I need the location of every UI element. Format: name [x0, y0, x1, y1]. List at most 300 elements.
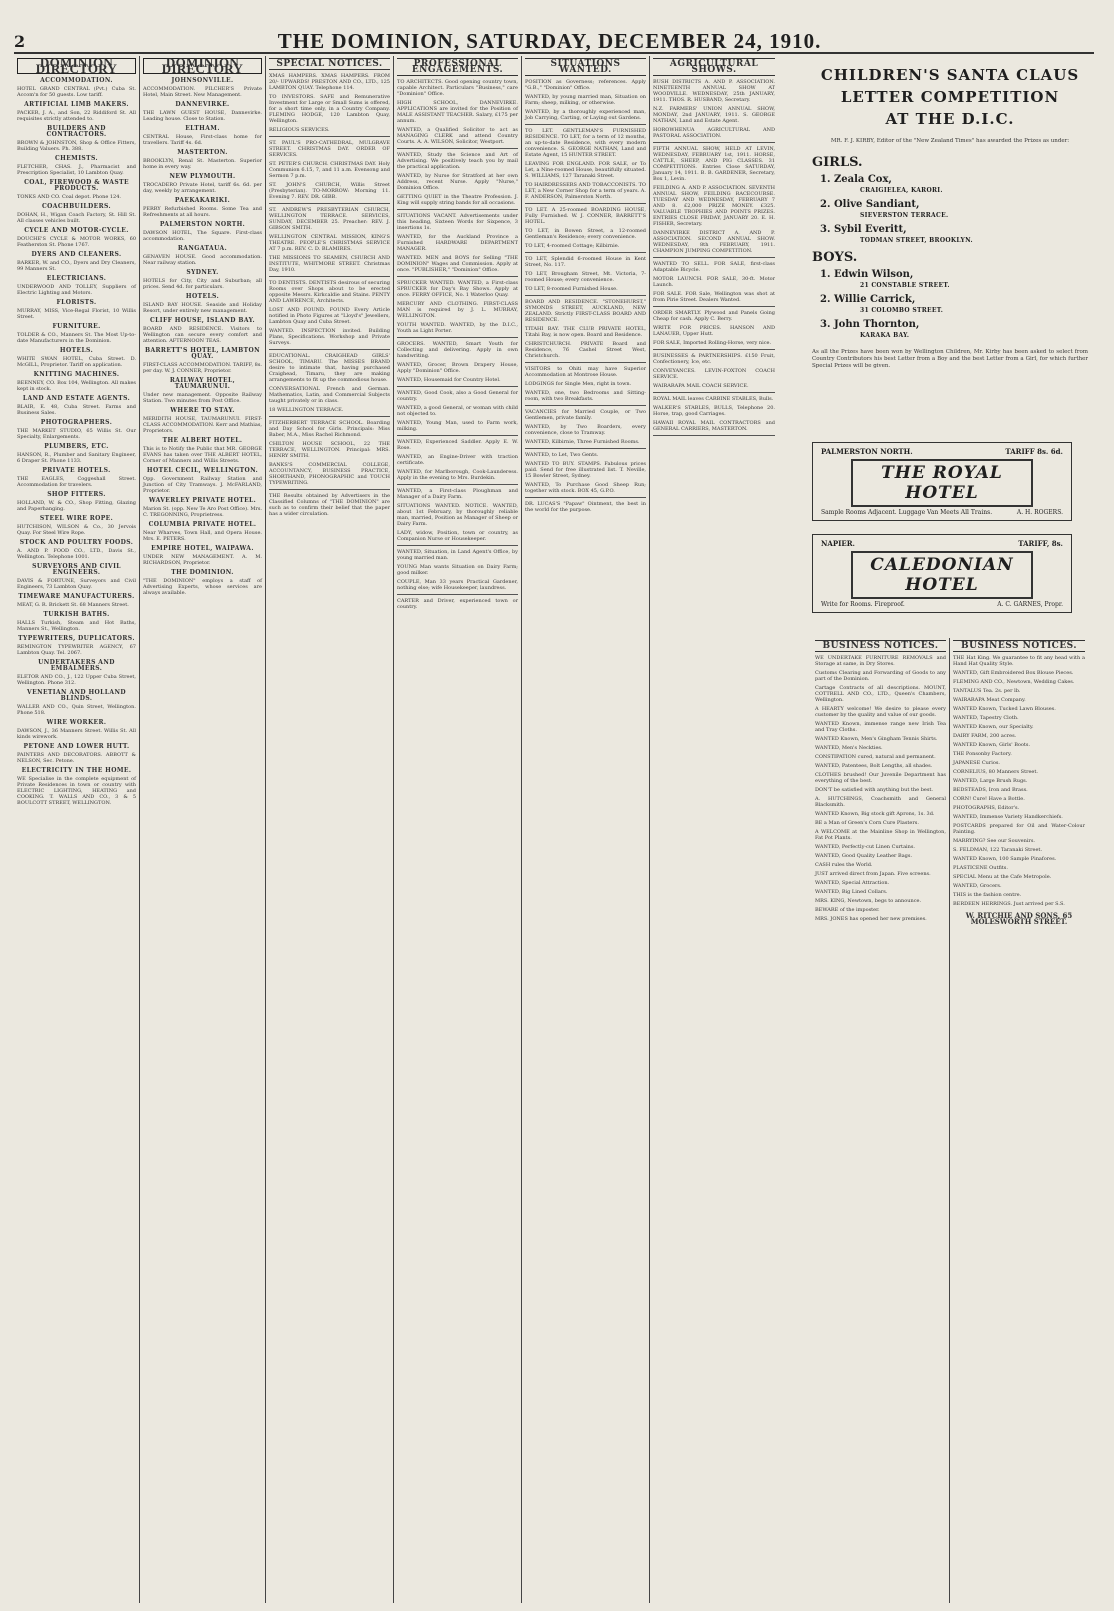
- classified-ad: WANTED, to Let, Two Gents.: [525, 452, 599, 458]
- classified-ad: WAIRARAPA MAIL COACH SERVICE.: [653, 383, 749, 389]
- directory-entry: This is to Notify the Public that MR. GEORGE EVANS has taken over THE ALBERT HOTEL, Corner of Manners and Willis Streets.: [143, 446, 262, 464]
- classified-ad: ST. PETER'S CHURCH. CHRISTMAS DAY. Holy Communion 6.15, 7, and 11 a.m. Evensong and Sermon 7 p.m.: [269, 161, 390, 179]
- directory-entry: DOHAN, H., Wigan Coach Factory, St. Hill St. All classes vehicles built.: [17, 212, 136, 224]
- situations-wanted-column: [522, 56, 650, 1603]
- directory-heading: UNDERTAKERS AND EMBALMERS.: [38, 659, 115, 672]
- hotel-place: NAPIER.: [821, 539, 855, 548]
- girls-winner: [820, 174, 1088, 194]
- classified-ad: ST. JOHN'S CHURCH, Willis Street (Presbyterian). TO-MORROW: Morning 11. Evening 7. REV. DR. GIBB.: [269, 182, 390, 200]
- business-notice: FLEMING AND CO., Newtown, Wedding Cakes.: [953, 679, 1075, 685]
- hotel-name: THE ROYAL HOTEL: [851, 459, 1033, 507]
- classified-ad: ST. ANDREW'S PRESBYTERIAN CHURCH, WELLINGTON TERRACE. SERVICES, SUNDAY, DECEMBER 25. Preacher: REV. J. GIBSON SMITH.: [269, 207, 390, 231]
- business-notices-right: [950, 638, 1088, 1603]
- directory-entry: UNDERWOOD AND TOLLEY, Suppliers of Electric Lighting and Motors.: [17, 284, 136, 296]
- promo-title-3: AT THE D.I.C.: [885, 110, 1015, 128]
- classified-ad: RELIGIOUS SERVICES.: [269, 127, 330, 133]
- classified-ad: THE MISSIONS TO SEAMEN, CHURCH AND INSTITUTE, WHITMORE STREET. Christmas Day, 1910.: [269, 255, 390, 273]
- business-notice: PLASTICENE Outfits.: [953, 865, 1008, 871]
- ad-divider: [397, 545, 518, 546]
- classified-ad: WANTED, by Two Boarders, every convenience, close to Tramway.: [525, 424, 646, 436]
- advertiser-signature: W. RITCHIE AND SONS, 65 MOLESWORTH STREET.: [965, 911, 1073, 926]
- business-notice: WANTED, Special Attraction.: [815, 880, 890, 886]
- classified-ad: POSITION as Governess; references. Apply "G.B.," "Dominion" Office.: [525, 79, 646, 91]
- directory-entry: WE Specialise in the complete equipment of Private Residences in town or country with ELECTRIC LIGHTING, HEATING and COOKING. T. WALLS AND CO., 3 & 5 BOULCOTT STREET, WELLINGTON.: [17, 776, 136, 806]
- ad-divider: [397, 209, 518, 210]
- directory-heading: PLUMBERS, ETC.: [44, 443, 109, 450]
- directory-entry: HALLS Turkish, Steam and Hot Baths, Manners St., Wellington.: [17, 620, 136, 632]
- classified-ad: WANTED. INSPECTION invited. Building Plans, Specifications. Workshop and Private Surveys.: [269, 328, 390, 346]
- classified-ad: VISITORS to Ohiti may have Superior Accommodation at Montrose House.: [525, 366, 646, 378]
- directory-entry: CENTRAL House, First-class home for travellers. Tariff 4s. 6d.: [143, 134, 262, 146]
- directory-heading: HOTEL CECIL, WELLINGTON.: [146, 467, 259, 474]
- hotel-note: Write for Rooms. Fireproof.: [821, 601, 905, 608]
- business-notice: TANTALUS Tea. 2s. per lb.: [953, 688, 1021, 694]
- business-notice: CORN! Cure! Have a Bottle.: [953, 796, 1025, 802]
- classified-ad: YOUNG Man wants Situation on Dairy Farm; good milker.: [397, 564, 518, 576]
- classified-ad: ROYAL MAIL leaves CARBINE STABLES, Bulls.: [653, 396, 774, 402]
- ad-divider: [397, 594, 518, 595]
- directory-entry: FLETCHER, CHAS. J., Pharmacist and Prescription Specialist, 10 Lambton Quay.: [17, 164, 136, 176]
- business-notice: CASH rules the World.: [815, 862, 873, 868]
- ad-divider: [525, 295, 646, 296]
- classified-ad: YOUTH WANTED. WANTED, by the D.I.C., Youth as Light Porter.: [397, 322, 518, 334]
- directory-heading: COACHBUILDERS.: [41, 203, 111, 210]
- classified-ad: COUPLE, Man 33 years Practical Gardener, nothing else; wife Housekeeper, laundress.: [397, 579, 518, 591]
- directory-entry: DAWSON HOTEL, The Square. First-class accommodation.: [143, 230, 262, 242]
- directory-entry: Marion St. (opp. New Te Aro Post Office). Mrs. C. TREGONNING, Proprietress.: [143, 506, 262, 518]
- directory-heading: RANGATAUA.: [177, 245, 228, 252]
- masthead: [14, 30, 1094, 54]
- hotel-tariff: TARIFF, 8s.: [1018, 539, 1063, 548]
- classified-ad: TO LET, Brougham Street, Mt. Victoria, 7-roomed House; every convenience.: [525, 271, 646, 283]
- classified-ad: TO HAIRDRESSERS AND TOBACCONISTS. TO LET, a New Corner Shop for a term of years. A. F. ANDERSON, Palmerston North.: [525, 182, 646, 200]
- directory-entry: TROCADERO Private Hotel, tariff 6s. 6d. per day, weekly by arrangement.: [143, 182, 262, 194]
- ad-divider: [525, 405, 646, 406]
- directory-entry: DOUCHE'S CYCLE & MOTOR WORKS, 60 Featherston St. Phone 1767.: [17, 236, 136, 248]
- directory-list-1: [17, 78, 136, 806]
- ad-divider: [525, 124, 646, 125]
- business-notice: A. HUTCHINGS, Coachsmith and General Blacksmith.: [815, 796, 946, 808]
- business-notice: MRS. JONES has opened her new premises.: [815, 916, 927, 922]
- ad-divider: [525, 203, 646, 204]
- directory-entry: HOTEL GRAND CENTRAL (Pvt.) Cuba St. Accom'n for 50 guests. Low tariff.: [17, 86, 136, 98]
- winner-name: [820, 224, 1088, 235]
- business-notice: S. FELDMAN, 122 Taranaki Street.: [953, 847, 1043, 853]
- classified-ad: SITUATIONS WANTED. NOTICE. WANTED, about 1st February, by thoroughly reliable man, married, Position as Manager of Sheep or Dairy Farm.: [397, 503, 518, 527]
- directory-heading: NEW PLYMOUTH.: [169, 173, 236, 180]
- directory-heading: ELTHAM.: [185, 125, 220, 132]
- classified-ad: VACANCIES for Married Couple, or Two Gentlemen, private family.: [525, 409, 646, 421]
- classified-ad: TO ARCHITECTS. Good opening country town, capable Architect. Particulars "Business," care "Dominion" Office.: [397, 79, 518, 97]
- royal-hotel-ad: [812, 442, 1072, 521]
- ad-divider: [397, 435, 518, 436]
- boys-label: BOYS.: [812, 250, 858, 265]
- classified-ad: N.Z. FARMERS' UNION ANNUAL SHOW, MONDAY, 2nd JANUARY, 1911. S. GEORGE NATHAN, Land and Estate Agent.: [653, 106, 775, 124]
- business-notice: DAIRY FARM, 200 acres.: [953, 733, 1017, 739]
- classified-ad: SPRUCKER WANTED. WANTED, a First-class SPRUCKER for Day's Bay Shows. Apply at once. FERRY OFFICE, No. 1 Waterloo Quay.: [397, 280, 518, 298]
- winner-fullname: John Thornton,: [833, 319, 920, 330]
- classified-ad: WANTED, by a thoroughly experienced man, Job Carrying, Carting, or Laying out Gardens.: [525, 109, 646, 121]
- santa-claus-competition: [812, 64, 1088, 434]
- business-notice: THIS is the fashion centre.: [953, 892, 1022, 898]
- ad-divider: [397, 484, 518, 485]
- classified-ad: FOR SALE, Imported Rolling-Horse, very nice.: [653, 340, 772, 346]
- classified-ad: BUSH DISTRICTS A. AND P. ASSOCIATION. NINETEENTH ANNUAL SHOW AT WOODVILLE. WEDNESDAY, 25th JANUARY, 1911. THOS. R. HUSBAND, Secretary.: [653, 79, 775, 103]
- directory-heading: PALMERSTON NORTH.: [159, 221, 246, 228]
- classified-ad: WANTED, a Qualified Solicitor to act as MANAGING CLERK and attend Country Courts. A. A. WILSON, Solicitor, Westport.: [397, 127, 518, 145]
- ad-divider: [653, 349, 775, 350]
- winner-name: [820, 319, 1088, 330]
- business-notice: THE Ponsonby Factory.: [953, 751, 1012, 757]
- classified-ad: ORDER SMARTLY. Plywood and Panels Going Cheap for cash. Apply C. Berry.: [653, 310, 775, 322]
- winner-name: [820, 174, 1088, 185]
- classified-ad: EDUCATIONAL. CRAIGHEAD GIRLS' SCHOOL, TIMARU. The MISSES BRAND desire to intimate that, having purchased Craighead, Timaru, they are making arrangements to fit up the commodious house.: [269, 353, 390, 383]
- hotel-note: Sample Rooms Adjacent. Luggage Van Meets All Trains.: [821, 509, 993, 516]
- boys-winners: [812, 269, 1088, 339]
- girls-winner: [820, 199, 1088, 219]
- directory-heading: VENETIAN AND HOLLAND BLINDS.: [27, 689, 126, 702]
- business-notice: Cartage Contracts of all descriptions. MOUNT, COTTRELL AND CO., LTD., Queen's Chambers, Wellington.: [815, 685, 946, 703]
- classified-ad: WRITE FOR PRICES. HANSON AND LANAUER, Upper Hutt.: [653, 325, 775, 337]
- business-notice: A HEARTY welcome! We desire to please every customer by the quality and value of our goods.: [815, 706, 946, 718]
- classified-ad: SITUATIONS VACANT. Advertisements under this heading, Sixteen Words for Sixpence, 3 insertions 1s.: [397, 213, 518, 231]
- directory-entry: MURRAY, MISS, Vice-Regal Florist, 10 Willis Street.: [17, 308, 136, 320]
- business-notice: WANTED, Immense Variety Handkerchiefs.: [953, 814, 1063, 820]
- hotel-tariff: TARIFF 8s. 6d.: [1005, 447, 1063, 456]
- classified-ad: MERCURY AND CLOTHING. FIRST-CLASS MAN is required by J. L. MURRAY, WELLINGTON.: [397, 301, 518, 319]
- directory-heading: PHOTOGRAPHERS.: [40, 419, 113, 426]
- directory-heading: DYERS AND CLEANERS.: [31, 251, 122, 258]
- classified-ad: HOROWHENUA AGRICULTURAL AND PASTORAL ASSOCIATION.: [653, 127, 775, 139]
- classified-ad: WALKER'S STABLES, BULLS, Telephone 20. Horse, trap, good Carriages.: [653, 405, 775, 417]
- girls-label: GIRLS.: [812, 155, 863, 170]
- boys-winner: [820, 269, 1088, 289]
- classified-ad: TO DENTISTS. DENTISTS desirous of securing Rooms over Shops about to be erected opposite Messrs. Kirkcaldie and Stains. PENTY AND LAWRENCE, Architects.: [269, 280, 390, 304]
- classified-ad: TO LET, Splendid 6-roomed House in Kent Street, No. 117.: [525, 256, 646, 268]
- classified-ad: WANTED, Young Man, used to Farm work, milking.: [397, 420, 518, 432]
- winner-rank: 2.: [820, 294, 831, 305]
- business-notice: WANTED Known, 100 Sample Pinafores.: [953, 856, 1057, 862]
- directory-entry: MERIDITH HOUSE, TAUMARUNUI. FIRST-CLASS ACCOMMODATION. Kerr and Mathias, Proprietors.: [143, 416, 262, 434]
- classified-ad: WANTED, by Nurse for Stratford at her own Address, recent Nurse. Apply "Nurse," Dominion Office.: [397, 173, 518, 191]
- classified-ad: GETTING QUIET in the Theatre Profession. J. King will supply string bands for all occasions.: [397, 194, 518, 206]
- ad-divider: [653, 306, 775, 307]
- business-notice: PHOTOGRAPHS, Editor's.: [953, 805, 1020, 811]
- directory-heading: JOHNSONVILLE.: [171, 77, 234, 84]
- ad-divider: [397, 386, 518, 387]
- winner-address: TODMAN STREET, BROOKLYN.: [860, 237, 973, 244]
- classified-ad: DR. LUCAS'S "Papaw" Ointment, the best in the world for the purpose.: [525, 501, 646, 513]
- classified-ad: WANTED, for the Auckland Province a Furnished HARDWARE DEPARTMENT MANAGER.: [397, 234, 518, 252]
- classified-ad: TO LET, 8-roomed Furnished House.: [525, 286, 618, 292]
- classified-ad: HAWAII ROYAL MAIL CONTRACTORS and GENERAL CARRIERS, MASTERTON.: [653, 420, 775, 432]
- business-notice: JUST arrived direct from Japan. Five screens.: [815, 871, 931, 877]
- directory-entry: HOTELS for City, City and Suburban; all prices. Send 4d. for particulars.: [143, 278, 262, 290]
- winner-fullname: Olive Sandiant,: [833, 199, 920, 210]
- ad-divider: [269, 276, 390, 277]
- directory-entry: ACCOMMODATION. PILCHER'S Private Hotel, Main Street. New Management.: [143, 86, 262, 98]
- column-heading: AGRICULTURAL SHOWS.: [653, 58, 775, 76]
- column-heading: PROFESSIONAL ENGAGEMENTS.: [397, 58, 518, 76]
- classified-ad: CONVEYANCES. LEVIN-FOXTON COACH SERVICE.: [653, 368, 775, 380]
- ad-divider: [269, 203, 390, 204]
- business-notice: BEWARE of the imposter.: [815, 907, 880, 913]
- directory-entry: PERRY Refurbished Rooms. Some Tea and Refreshments at all hours.: [143, 206, 262, 218]
- directory-heading: PAEKAKARIKI.: [174, 197, 231, 204]
- classified-ad: CONVERSATIONAL French and German. Mathematics, Latin, and Commercial Subjects taught privately or in class.: [269, 386, 390, 404]
- directory-heading: SHOP FITTERS.: [47, 491, 106, 498]
- directory-heading: CLIFF HOUSE, ISLAND BAY.: [149, 317, 256, 324]
- business-notice: JAPANESE Curios.: [953, 760, 1001, 766]
- business-notice: BE a Man of Green's Corn Cure Plasters.: [815, 820, 919, 826]
- column-heading: SPECIAL NOTICES.: [269, 58, 390, 70]
- promo-footer: As all the Prizes have been won by Wellington Children, Mr. Kirby has been asked to select from Country Contributors his best Letter from a Boy and the best Letter from a Girl, for which further Special Prizes will be given.: [812, 349, 1088, 369]
- directory-entry: "THE DOMINION" employs a staff of Advertising Experts, whose services are always available.: [143, 578, 262, 596]
- business-notice: WANTED, Grocers.: [953, 883, 1002, 889]
- directory-entry: BARKER, W. and CO., Dyers and Dry Cleaners, 99 Manners St.: [17, 260, 136, 272]
- directory-heading: SYDNEY.: [186, 269, 219, 276]
- directory-entry: THE MARKET STUDIO, 65 Willis St. Our Specialty, Enlargements.: [17, 428, 136, 440]
- winner-address: SIEVERSTON TERRACE.: [860, 212, 949, 219]
- directory-entry: DAVIS & FORTUNE, Surveyors and Civil Engineers, 73 Lambton Quay.: [17, 578, 136, 590]
- classified-ad: TO LET, 4-roomed Cottage; Kilbirnie.: [525, 243, 620, 249]
- business-notice: A WELCOME at the Mainline Shop in Wellington, Fat Pot Plants.: [815, 829, 946, 841]
- ad-divider: [269, 489, 390, 490]
- directory-entry: PAINTERS AND DECORATORS. ABBOTT & NELSON, Sec. Petone.: [17, 752, 136, 764]
- directory-entry: TONKS AND CO. Coal depot. Phone 124.: [17, 194, 122, 200]
- winner-address: KARAKA BAY.: [860, 332, 910, 339]
- directory-heading: ELECTRICIANS.: [46, 275, 107, 282]
- business-notice: THE Hat King. We guarantee to fit any head with a Hand Hat Quality Style.: [953, 655, 1085, 667]
- boys-winner: [820, 294, 1088, 314]
- classified-ad: ST. PAUL'S PRO-CATHEDRAL, MULGRAVE STREET. CHRISTMAS DAY. ORDER OF SERVICES.: [269, 140, 390, 158]
- directory-entry: A. AND P. FOOD CO., LTD., Davis St., Wellington. Telephone 1001.: [17, 548, 136, 560]
- directory-entry: BLAIR, E. 48, Cuba Street. Farms and Business Sales.: [17, 404, 136, 416]
- classified-ad: WANTED. MEN and BOYS for Selling "THE DOMINION" Wages and Commission. Apply at once. "PUBLISHER," "Dominion" Office.: [397, 255, 518, 273]
- girls-winner: [820, 224, 1088, 244]
- newspaper-title: THE DOMINION, SATURDAY, DECEMBER 24, 1910.: [277, 28, 822, 53]
- classified-ad: TO LET. A 25-roomed BOARDING HOUSE, Fully Furnished. W. J. CONNER, BARRETT'S HOTEL.: [525, 207, 646, 225]
- classified-ad: CARTER and Driver, experienced town or country.: [397, 598, 518, 610]
- ad-divider: [653, 435, 775, 436]
- directory-entry: HOLLAND, W. & CO., Shop Fitting, Glazing and Paperhanging.: [17, 500, 136, 512]
- directory-entry: MEAT, G. R. Brickett St. 68 Manners Street.: [17, 602, 129, 608]
- classified-ad: MOTOR LAUNCH. FOR SALE, 30-ft. Motor Launch.: [653, 276, 775, 288]
- directory-entry: BEENNEY, CO. Box 104, Wellington. All makes kept in stock.: [17, 380, 136, 392]
- directory-heading: BARRETT'S HOTEL, LAMBTON QUAY.: [145, 347, 260, 360]
- classified-ad: FOR SALE. FOR Sale, Wellington was shot at from Pirie Street. Dealers Wanted.: [653, 291, 775, 303]
- directory-heading: LAND AND ESTATE AGENTS.: [22, 395, 131, 402]
- ad-divider: [269, 136, 390, 137]
- classified-ad: THE Results obtained by Advertisers in the Classified Columns of "THE DOMINION" are such as to confirm their belief that the paper has a wider circulation.: [269, 493, 390, 517]
- classified-ad: FEILDING A. AND P. ASSOCIATION. SEVENTH ANNUAL SHOW, FEILDING RACECOURSE. TUESDAY AND WEDNESDAY, FEBRUARY 7 AND 8. £2,000 PRIZE MONEY. £325. VALUABLE TROPHIES AND POINTS PRIZES. ENTRIES CLOSE FRIDAY, JANUARY 20. E. H. FISHER, Secretary.: [653, 185, 775, 227]
- classified-ad: TO INVESTORS. SAFE and Remunerative Investment for Large or Small Sums is offered, for a short time only, in a Country Company. FLEMING HODGE, 120 Lambton Quay, Wellington.: [269, 94, 390, 124]
- classified-ad: DANNEVIRKE DISTRICT A. AND P. ASSOCIATION. SECOND ANNUAL SHOW. WEDNESDAY, 8th FEBRUARY, 1911. CHAMPION JUMPING COMPETITION.: [653, 230, 775, 254]
- classified-ad: TO LET. GENTLEMAN'S FURNISHED RESIDENCE. TO LET, for a term of 12 months, an up-to-date Residence, with every modern convenience. S. GEORGE NATHAN, Land and Estate Agent, 15 HUNTER STREET.: [525, 128, 646, 158]
- directory-heading: TIMEWARE MANUFACTURERS.: [18, 593, 135, 600]
- business-notice: WANTED, Perfectly-cut Linen Curtains.: [815, 844, 916, 850]
- classified-ad: WANTED, a good General, or woman with child not objected to.: [397, 405, 518, 417]
- winner-fullname: Sybil Everitt,: [833, 224, 907, 235]
- directory-entry: WHITE SWAN HOTEL, Cuba Street. D. McGILL, Proprietor. Tariff on application.: [17, 356, 136, 368]
- directory-heading: WAVERLEY PRIVATE HOTEL.: [148, 497, 257, 504]
- directory-heading: WHERE TO STAY.: [170, 407, 235, 414]
- business-notice: BEDSTEADS, Iron and Brass.: [953, 787, 1028, 793]
- classified-ad: WANTED, Good Cook, also a Good General for country.: [397, 390, 518, 402]
- business-notice: WANTED Known, Girls' Boots.: [953, 742, 1031, 748]
- promo-title-2: LETTER COMPETITION: [840, 88, 1060, 106]
- hotel-owner: A. H. ROGERS.: [1016, 509, 1063, 516]
- classified-ad: WANTED TO BUY. STAMPS. Fabulous prices paid. Send for free illustrated list. T. Neville, 15 Bowler Street, Sydney.: [525, 461, 646, 479]
- classified-ad: 18 WELLINGTON TERRACE.: [269, 407, 344, 413]
- business-notice: POSTCARDS prepared for Oil and Water-Colour Painting.: [953, 823, 1085, 835]
- promo-title-1: CHILDREN'S SANTA CLAUS: [820, 66, 1080, 84]
- business-notice: WAIRARAPA Meat Company.: [953, 697, 1026, 703]
- page-number: 2: [14, 31, 26, 51]
- classified-ad: LODGINGS for Single Men, right in town.: [525, 381, 632, 387]
- directory-entry: Opp. Government Railway Station and Junction of City Tramways. J. McFARLAND, Proprietor.: [143, 476, 262, 494]
- business-notice: DON'T be satisfied with anything but the best.: [815, 787, 934, 793]
- directory-heading: COLUMBIA PRIVATE HOTEL.: [148, 521, 257, 528]
- winner-name: [820, 269, 1088, 280]
- directory-heading: TYPEWRITERS, DUPLICATORS.: [18, 635, 135, 642]
- directory-entry: REMINGTON TYPEWRITER AGENCY, 67 Lambton Quay. Tel. 2067.: [17, 644, 136, 656]
- winner-rank: 3.: [820, 319, 831, 330]
- ad-divider: [525, 497, 646, 498]
- ad-divider: [653, 392, 775, 393]
- directory-entry: UNDER NEW MANAGEMENT. A. M. RICHARDSON, Proprietor.: [143, 554, 262, 566]
- hotel-name: CALEDONIAN HOTEL: [851, 551, 1033, 599]
- ad-divider: [397, 276, 518, 277]
- directory-heading: KNITTING MACHINES.: [33, 371, 120, 378]
- directory-heading: CYCLE AND MOTOR-CYCLE.: [24, 227, 129, 234]
- directory-entry: HANSON, R., Plumber and Sanitary Engineer, 6 Draper St. Phone 1133.: [17, 452, 136, 464]
- directory-entry: WALLER AND CO., Quin Street, Wellington. Phone 518.: [17, 704, 136, 716]
- column-heading: BUSINESS NOTICES.: [953, 640, 1085, 652]
- classified-ad: WANTED, an Engine-Driver with traction certificate.: [397, 454, 518, 466]
- winner-fullname: Edwin Wilson,: [833, 269, 914, 280]
- directory-heading: DANNEVIRKE.: [175, 101, 230, 108]
- business-notice: WANTED Known, immense range new Irish Tea and Tray Cloths.: [815, 721, 946, 733]
- directory-heading: THE DOMINION.: [171, 569, 234, 576]
- business-notices-left: [812, 638, 950, 1603]
- winner-address: 31 COLOMBO STREET.: [860, 307, 944, 314]
- business-notice: CONSTIPATION cured, natural and permanent.: [815, 754, 936, 760]
- ad-divider: [653, 142, 775, 143]
- winner-name: [820, 294, 1088, 305]
- classified-ad: CHRISTCHURCH. PRIVATE Board and Residence, 76 Cashel Street West, Christchurch.: [525, 341, 646, 359]
- directory-heading: COAL, FIREWOOD & WASTE PRODUCTS.: [24, 179, 129, 192]
- caledonian-hotel-ad: [812, 534, 1072, 613]
- business-notice: WANTED, Tapestry Cloth.: [953, 715, 1019, 721]
- directory-column-2: [140, 56, 266, 1603]
- directory-list-2: [143, 78, 262, 596]
- directory-entry: Near Wharves, Town Hall, and Opera House. Mrs. E. PETERS.: [143, 530, 262, 542]
- classified-ad: WANTED, To Purchase Good Sheep Run; together with stock. BOX 45, G.P.O.: [525, 482, 646, 494]
- classified-ad: CHILTON HOUSE SCHOOL, 22 THE TERRACE, WELLINGTON. Principal: MRS. HENRY SMITH.: [269, 441, 390, 459]
- winner-address: CRAIGIELEA, KARORI.: [860, 187, 943, 194]
- directory-entry: Under new management. Opposite Railway Station. Two minutes from Post Office.: [143, 392, 262, 404]
- directory-title-2: DOMINION DIRECTORY: [143, 58, 262, 74]
- business-notices-area: [812, 638, 1088, 1603]
- directory-heading: STEEL WIRE ROPE.: [39, 515, 114, 522]
- classified-ad: WANTED, Situation, in Land Agent's Office, by young married man.: [397, 549, 518, 561]
- classified-ad: GROCERS. WANTED, Smart Youth for Collecting and delivering. Apply in own handwriting.: [397, 341, 518, 359]
- classified-ad: WANTED TO SELL. FOR SALE, first-class Adaptable Bicycle.: [653, 261, 775, 273]
- winner-rank: 2.: [820, 199, 831, 210]
- directory-heading: HOTELS.: [59, 347, 94, 354]
- business-notice: WANTED, Large Brush Rugs.: [953, 778, 1028, 784]
- directory-heading: BUILDERS AND CONTRACTORS.: [46, 125, 107, 138]
- classified-ad: XMAS HAMPERS. XMAS HAMPERS. FROM 20/- UPWARDS! PRESTON AND CO., LTD., 125 LAMBTON QUAY. Telephone 114.: [269, 73, 390, 91]
- business-notice: WANTED, Men's Neckties.: [815, 745, 883, 751]
- classified-ad: BOARD AND RESIDENCE. "STONEHURST," SYMONDS STREET, AUCKLAND, NEW ZEALAND. Strictly FIRST-CLASS BOARD AND RESIDENCE.: [525, 299, 646, 323]
- business-notice: WANTED, Gift Embroidered Box Blouse Pieces.: [953, 670, 1074, 676]
- directory-heading: RAILWAY HOTEL, TAUMARUNUI.: [169, 377, 236, 390]
- ad-divider: [269, 416, 390, 417]
- classified-ad: WANTED, Grocer, Brown Drapery House, Apply "Dominion" Office.: [397, 362, 518, 374]
- ad-divider: [653, 257, 775, 258]
- classified-ad: LOST AND FOUND. FOUND Every Article notified in Photo Figures at "Lloyd's" Jewellers, Lambton Quay and Cuba Street.: [269, 307, 390, 325]
- business-notice: WANTED, Big Lined Collars.: [815, 889, 888, 895]
- business-notice: CLOTHES brushed! Our Juvenile Department has everything of the best.: [815, 772, 946, 784]
- directory-entry: BROWN & JOHNSTON, Shop & Office Fitters, Building Valuers. Ph. 388.: [17, 140, 136, 152]
- business-notice: WANTED Known, Tucked Lawn Blouses.: [953, 706, 1056, 712]
- business-notice: MARRYING? See our Souvenirs.: [953, 838, 1035, 844]
- directory-heading: MASTERTON.: [177, 149, 228, 156]
- ad-divider: [525, 252, 646, 253]
- business-notice: WE UNDERTAKE FURNITURE REMOVALS and Storage at same, in Dry Stores.: [815, 655, 946, 667]
- business-notice: Customs Clearing and Forwarding of Goods to any part of the Dominion.: [815, 670, 946, 682]
- classified-ad: WANTED, Experienced Saddler. Apply E. W. Rose.: [397, 439, 518, 451]
- classified-ad: BANKS'S COMMERCIAL COLLEGE, ACCOUNTANCY, BUSINESS PRACTICE, SHORTHAND, PHONOGRAPHIC and TOUCH TYPEWRITING.: [269, 462, 390, 486]
- hotel-owner: A. C. GARNES, Propr.: [997, 601, 1063, 608]
- business-notice: WANTED Known, our Specialty.: [953, 724, 1034, 730]
- directory-entry: FIRST-CLASS ACCOMMODATION. TARIFF, 8s. per day. W. J. CONNER, Proprietor.: [143, 362, 262, 374]
- winner-name: [820, 199, 1088, 210]
- ad-divider: [269, 349, 390, 350]
- directory-heading: STOCK AND POULTRY FOODS.: [19, 539, 134, 546]
- winner-address: 21 CONSTABLE STREET.: [860, 282, 950, 289]
- directory-heading: WIRE WORKER.: [46, 719, 107, 726]
- directory-title: DOMINION DIRECTORY: [17, 58, 136, 74]
- column-heading: BUSINESS NOTICES.: [815, 640, 946, 652]
- business-notice: WANTED Known, Big stock gift Aprons, 1s. 3d.: [815, 811, 935, 817]
- directory-entry: TOLDER & CO., Manners St. The Most Up-to-date Manufacturers in the Dominion.: [17, 332, 136, 344]
- classified-ad: LADY, widow, Position, town or country, as Companion Nurse or Housekeeper.: [397, 530, 518, 542]
- directory-entry: HUTCHISON, WILSON & Co., 30 Jervois Quay. For Steel Wire Rope.: [17, 524, 136, 536]
- business-notice: MRS. KING, Newtown, begs to announce.: [815, 898, 922, 904]
- winner-rank: 1.: [820, 174, 831, 185]
- business-notice: WANTED Known, Men's Gingham Tennis Shirts.: [815, 736, 938, 742]
- directory-heading: TURKISH BATHS.: [43, 611, 110, 618]
- directory-heading: ELECTRICITY IN THE HOME.: [21, 767, 132, 774]
- classified-ad: WANTED, one, two Bedrooms and Sitting-room, with two Breakfasts.: [525, 390, 646, 402]
- special-notices-column: [266, 56, 394, 1603]
- directory-entry: ISLAND BAY HOUSE. Seaside and Holiday Resort, under entirely new management.: [143, 302, 262, 314]
- winner-fullname: Zeala Cox,: [833, 174, 892, 185]
- directory-heading: FURNITURE.: [52, 323, 101, 330]
- girls-winners: [812, 174, 1088, 244]
- directory-column-1: [14, 56, 140, 1603]
- professional-column: [394, 56, 522, 1603]
- classified-ad: TITAHI BAY. THE CLUB PRIVATE HOTEL, Titahi Bay, is now open. Board and Residence.: [525, 326, 646, 338]
- classified-ad: WANTED, by young married man, Situation on Farm; sheep, milking, or otherwise.: [525, 94, 646, 106]
- classified-ad: WANTED, for Marlborough, Cook-Launderess. Apply in the evening to Mrs. Burdekin.: [397, 469, 518, 481]
- directory-heading: PRIVATE HOTELS.: [42, 467, 111, 474]
- directory-entry: BROOKLYN, Renal St. Masterton. Superior home in every way.: [143, 158, 262, 170]
- directory-entry: DAWSON, J., 36 Manners Street. Willis St. All kinds wirework.: [17, 728, 136, 740]
